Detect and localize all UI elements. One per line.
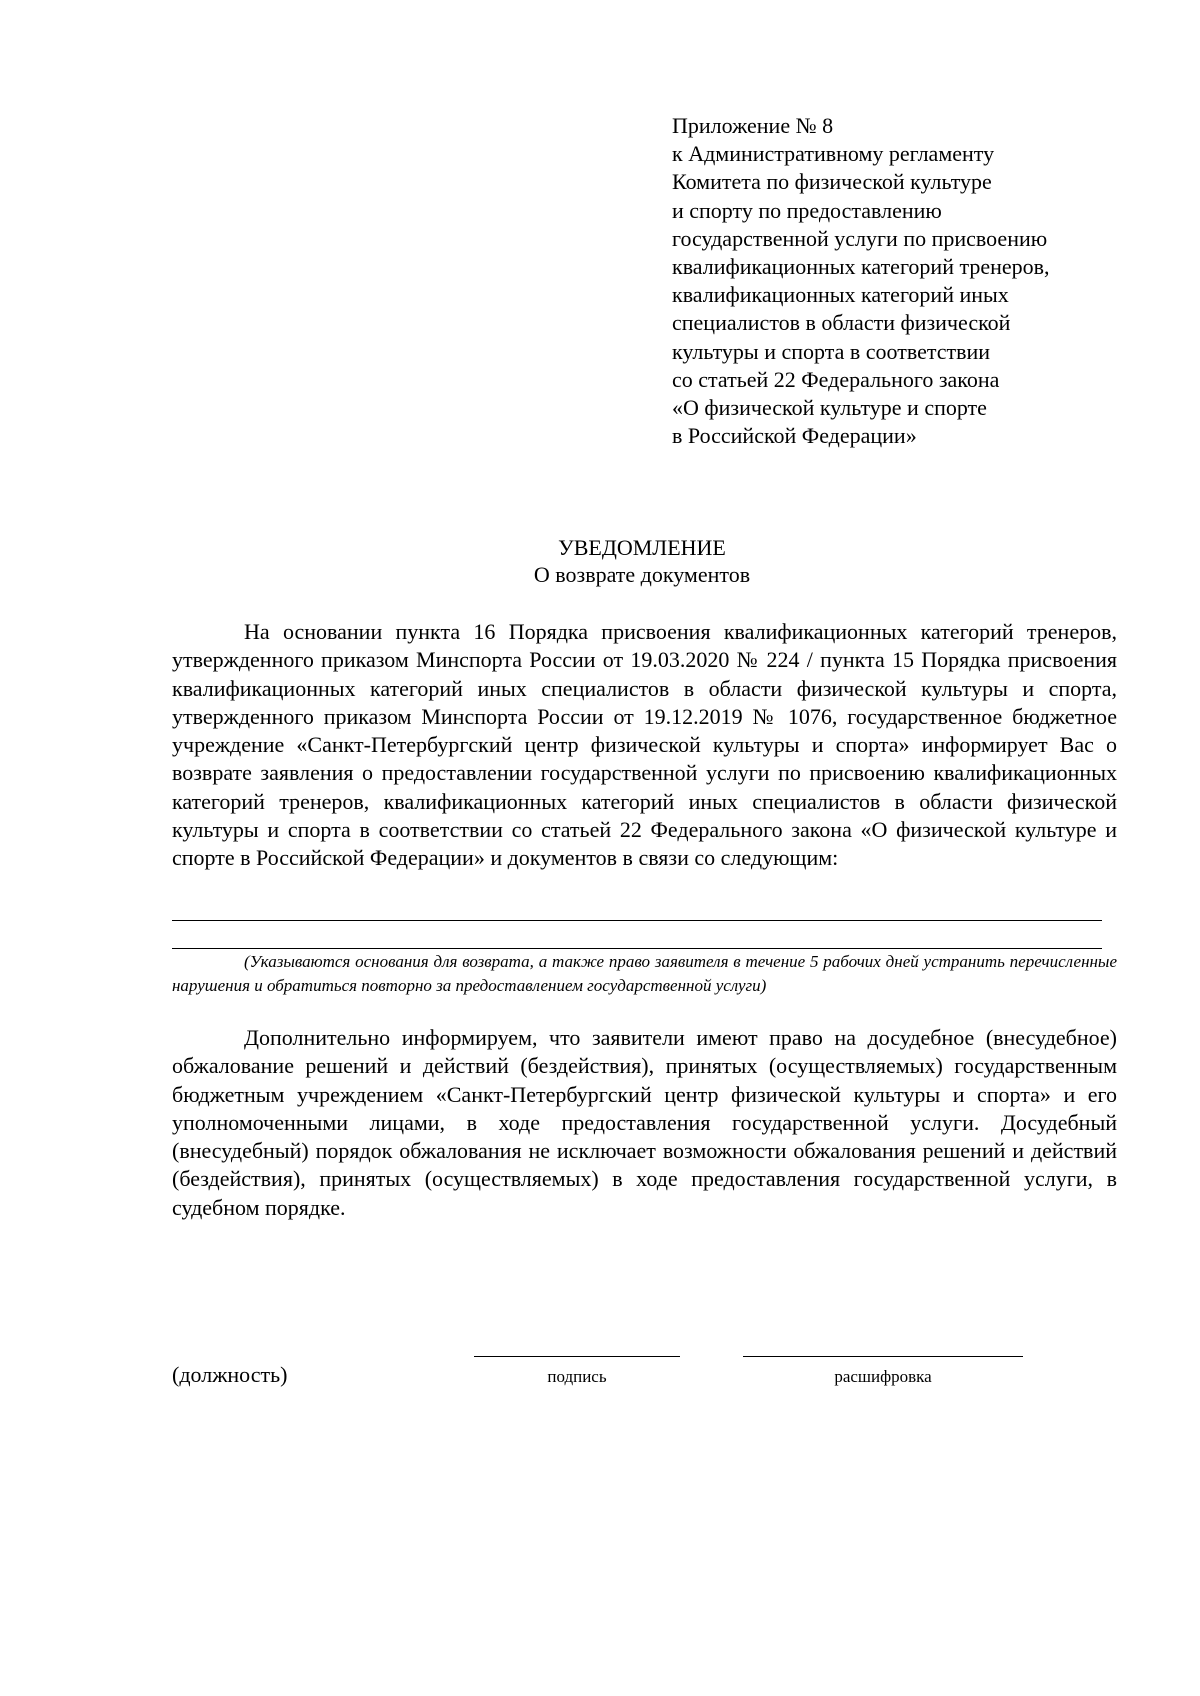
document-title: УВЕДОМЛЕНИЕ (558, 535, 726, 560)
appendix-line: к Административному регламенту (672, 141, 995, 167)
reason-line-1 (172, 920, 1102, 921)
appendix-line: культуры и спорта в соответствии (672, 338, 991, 364)
appendix-line: специалистов в области физической (672, 310, 1011, 336)
appendix-line: государственной услуги по присвоению (672, 225, 1048, 251)
decode-line (743, 1356, 1023, 1357)
signature-line (474, 1356, 680, 1357)
appendix-line: квалификационных категорий иных (672, 282, 1009, 308)
document-subtitle: О возврате документов (533, 562, 751, 587)
title-block (172, 534, 1112, 588)
signature-caption: подпись (547, 1367, 607, 1386)
body-paragraph-1: На основании пункта 16 Порядка присвоения квалификационных категорий тренеров, утвержденного приказом Минспорта России от 19.03.2020 № 224 / пункта 15 Порядка присвоения квалификационных категорий иных специалистов в области физической культуры и спорта, утвержденного приказом Минспорта России от 19.12.2019 № 1076, государственное бюджетное учреждение «Санкт-Петербургский центр физической культуры и спорта» информирует Вас о возврате заявления о предоставлении государственной услуги по присвоению квалификационных категорий тренеров, квалификационных категорий иных специалистов в области физической культуры и спорта в соответствии со статьей 22 Федерального закона «О физической культуре и спорте в Российской Федерации» и документов в связи со следующим: (172, 619, 1117, 871)
appendix-line: квалификационных категорий тренеров, (672, 254, 1050, 280)
appendix-header (672, 112, 1152, 450)
appendix-line: Комитета по физической культуре (672, 169, 992, 195)
appendix-line: со статьей 22 Федерального закона (672, 366, 1000, 392)
body-paragraph-2: Дополнительно информируем, что заявители имеют право на досудебное (внесудебное) обжалование решений и действий (бездействия), принятых (осуществляемых) государственным бюджетным учреждением «Санкт-Петербургский центр физической культуры и спорта» и его уполномоченными лицами, в ходе предоставления государственной услуги. Досудебный (внесудебный) порядок обжалования не исключает возможности обжалования решений и действий (бездействия), принятых (осуществляемых) в ходе предоставления государственной услуги, в судебном порядке. (172, 1025, 1117, 1220)
reason-line-2 (172, 948, 1102, 949)
appendix-line: в Российской Федерации» (672, 423, 917, 449)
reason-note: (Указываются основания для возврата, а также право заявителя в течение 5 рабочих дней устранить перечисленные нарушения и обратиться повторно за предоставлением государственной услуги) (172, 952, 1117, 995)
appendix-line: «О физической культуре и спорте (672, 395, 987, 421)
decode-caption: расшифровка (834, 1367, 932, 1386)
signature-position: (должность) (172, 1362, 288, 1387)
appendix-line: Приложение № 8 (672, 113, 834, 138)
appendix-line: и спорту по предоставлению (672, 197, 942, 223)
